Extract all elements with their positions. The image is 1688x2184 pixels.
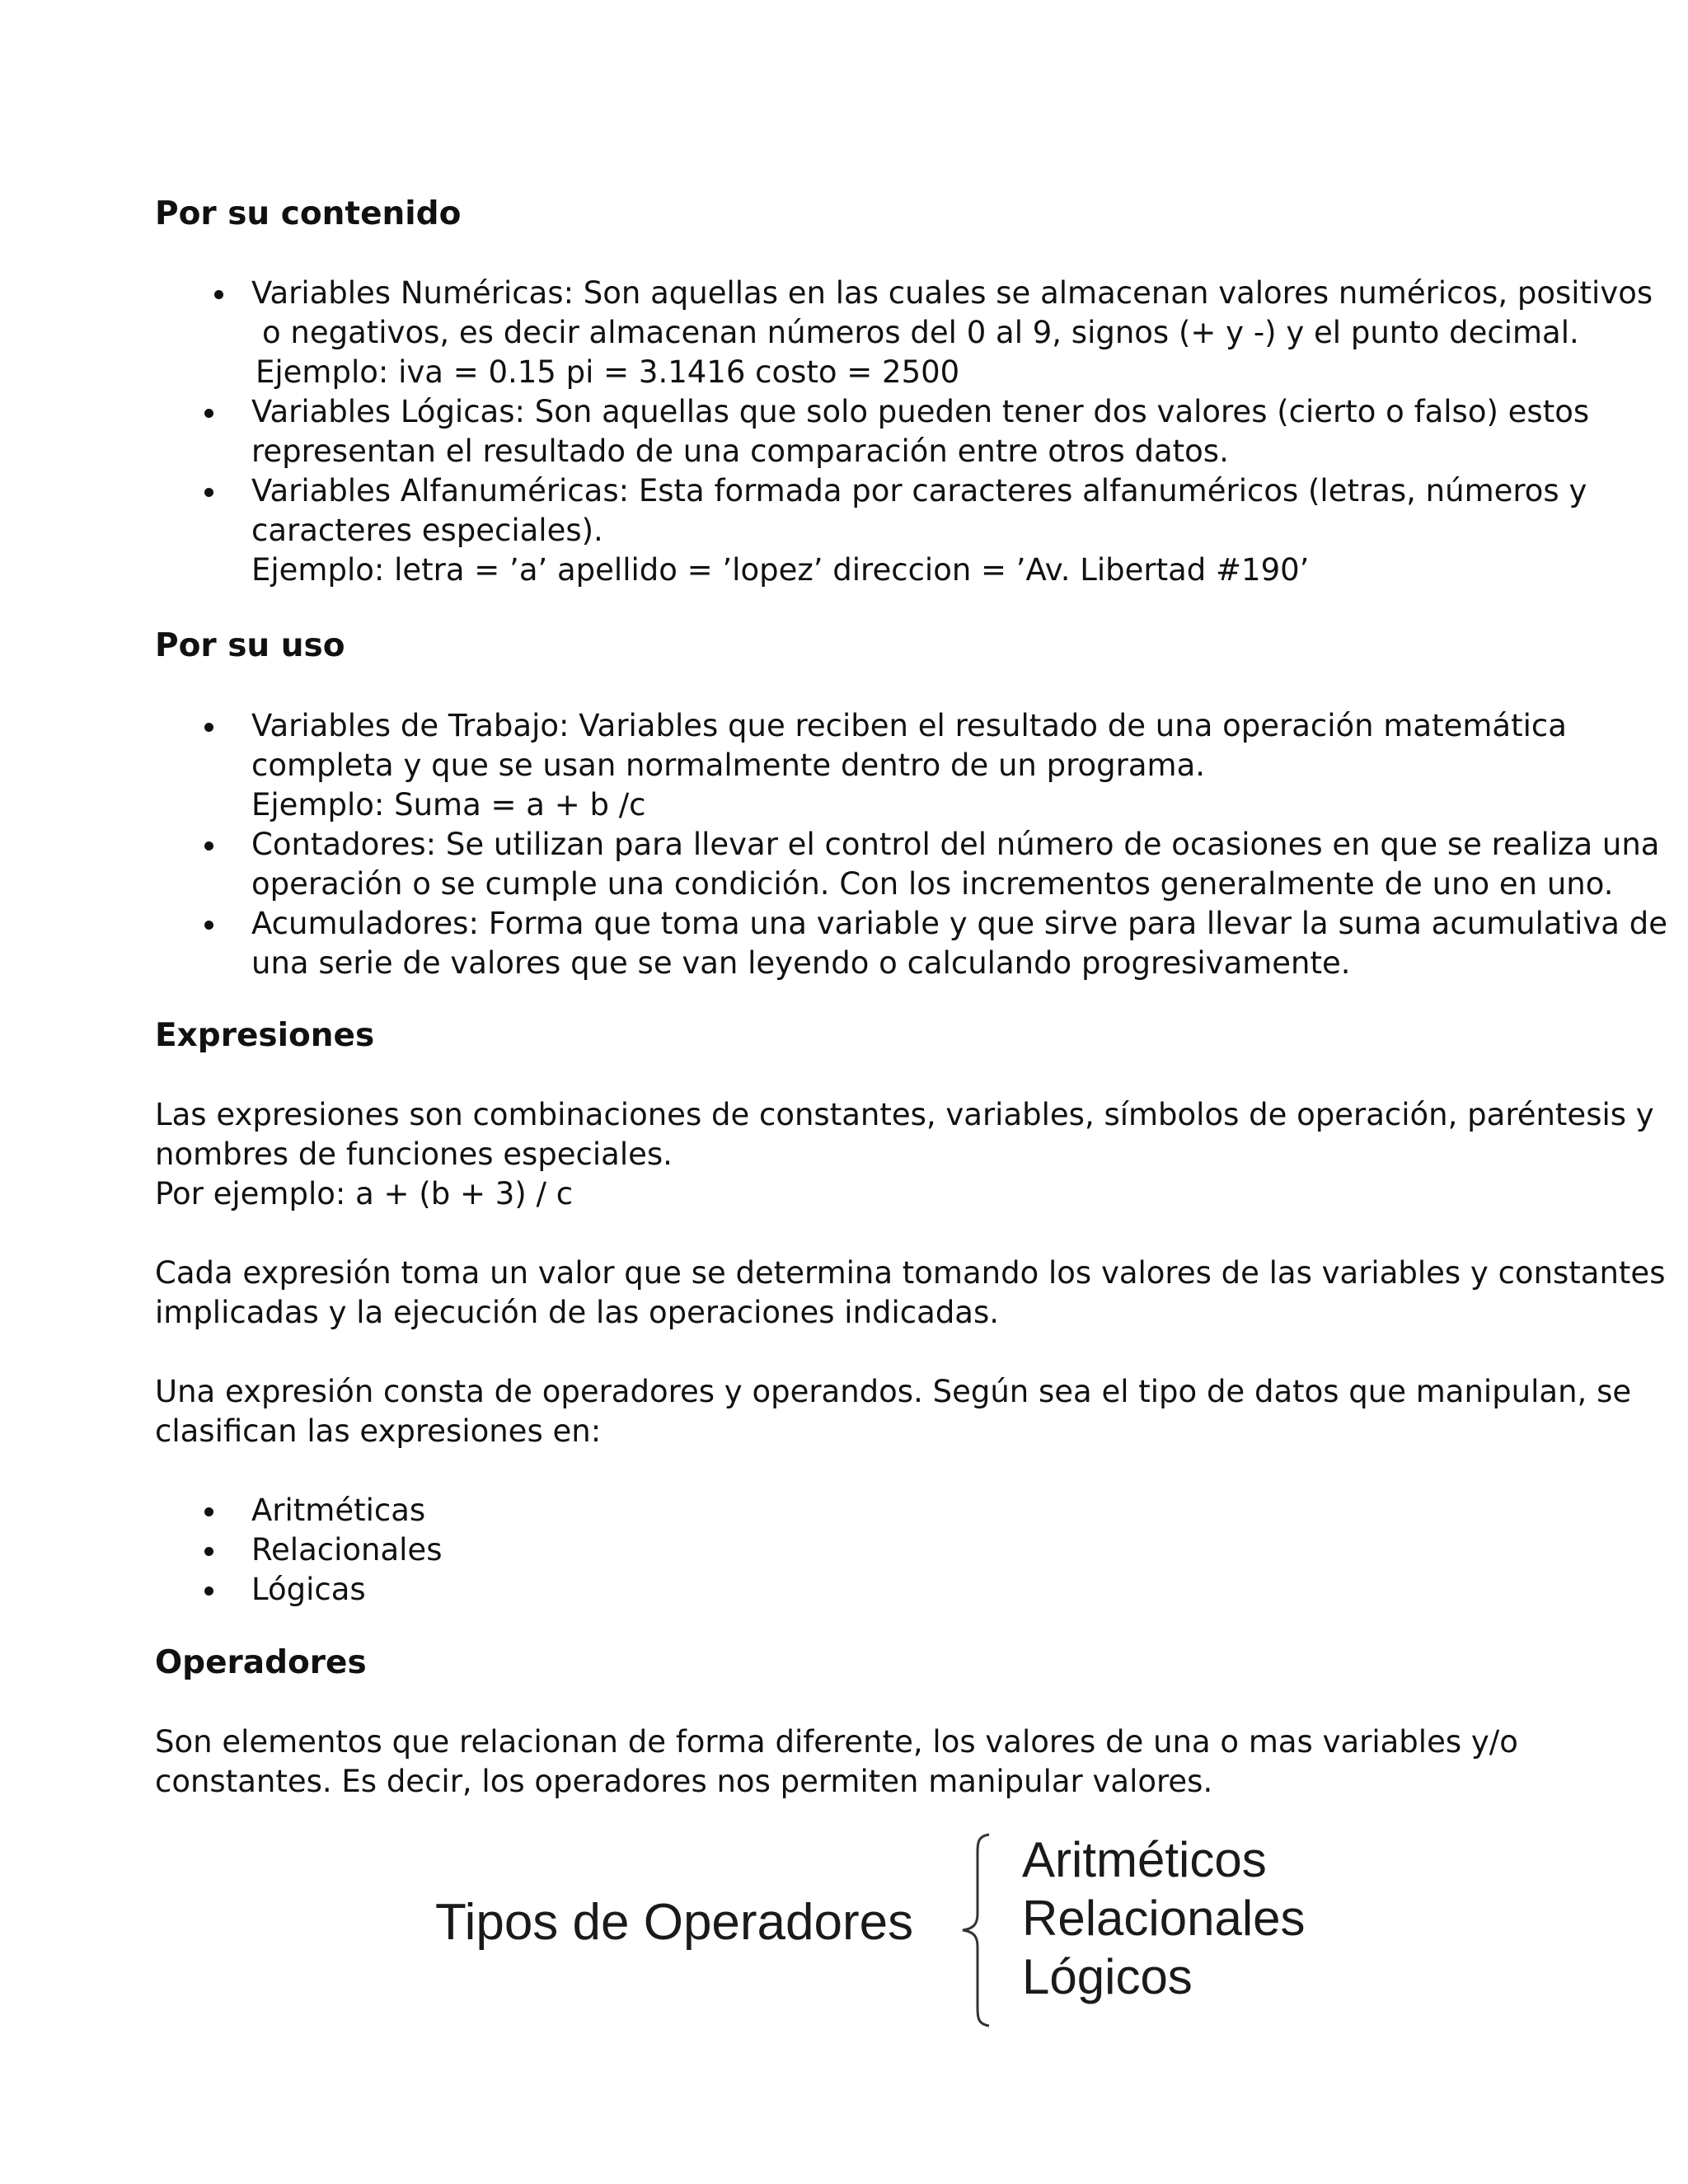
bullet [214, 290, 223, 299]
bullet [204, 841, 213, 851]
paragraph-line: nombres de funciones especiales. [155, 1137, 673, 1172]
list-item-line: caracteres especiales). [251, 513, 603, 548]
list-item: Relacionales [251, 1532, 443, 1568]
bullet [204, 723, 213, 732]
list-item-line: Variables Alfanuméricas: Esta formada por caracteres alfanuméricos (letras, números y [251, 473, 1587, 509]
list-item-line: operación o se cumple una condición. Con los incrementos generalmente de uno en uno. [251, 866, 1614, 902]
diagram-title: Tipos de Operadores [435, 1894, 914, 1951]
heading-por-su-contenido: Por su contenido [155, 195, 462, 232]
list-item: Aritméticas [251, 1493, 426, 1528]
example-line: Ejemplo: Suma = a + b /c [251, 787, 646, 823]
list-item-line: completa y que se usan normalmente dentro de un programa. [251, 748, 1206, 783]
paragraph-line: constantes. Es decir, los operadores nos permiten manipular valores. [155, 1764, 1213, 1799]
heading-operadores: Operadores [155, 1644, 367, 1681]
diagram-item: Relacionales [1022, 1891, 1306, 1946]
list-item-line: Contadores: Se utilizan para llevar el control del número de ocasiones en que se realiza una [251, 827, 1660, 862]
paragraph-line: implicadas y la ejecución de las operaciones indicadas. [155, 1295, 1000, 1330]
bullet [204, 488, 213, 497]
paragraph-line: Son elementos que relacionan de forma diferente, los valores de una o mas variables y/o [155, 1724, 1518, 1760]
paragraph-line: Por ejemplo: a + (b + 3) / c [155, 1176, 574, 1212]
bullet [204, 921, 213, 930]
diagram-item: Lógicos [1022, 1949, 1193, 2004]
bullet [204, 1507, 213, 1516]
list-item-line: Variables de Trabajo: Variables que reciben el resultado de una operación matemática [251, 708, 1567, 743]
list-item-line: una serie de valores que se van leyendo o calculando progresivamente. [251, 945, 1351, 981]
paragraph-line: clasifican las expresiones en: [155, 1413, 602, 1449]
bullet [204, 409, 213, 418]
list-item-line: Acumuladores: Forma que toma una variable y que sirve para llevar la suma acumulativa de [251, 906, 1667, 941]
heading-por-su-uso: Por su uso [155, 627, 345, 664]
list-item: Lógicas [251, 1572, 366, 1607]
bullet [204, 1586, 213, 1596]
example-line: Ejemplo: letra = ’a’ apellido = ’lopez’ direccion = ’Av. Libertad #190’ [251, 552, 1310, 588]
list-item-line: Variables Lógicas: Son aquellas que solo pueden tener dos valores (cierto o falso) estos [251, 394, 1590, 429]
list-item-line: representan el resultado de una comparación entre otros datos. [251, 434, 1229, 469]
paragraph-line: Las expresiones son combinaciones de constantes, variables, símbolos de operación, paréntesis y [155, 1097, 1654, 1132]
list-item-line: Variables Numéricas: Son aquellas en las cuales se almacenan valores numéricos, positivos [251, 275, 1653, 311]
list-item-line: o negativos, es decir almacenan números del 0 al 9, signos (+ y -) y el punto decimal. [262, 315, 1579, 350]
diagram-item: Aritméticos [1022, 1832, 1267, 1887]
paragraph-line: Cada expresión toma un valor que se determina tomando los valores de las variables y constantes [155, 1255, 1666, 1291]
example-line: Ejemplo: iva = 0.15 pi = 3.1416 costo = 2500 [256, 354, 960, 390]
bullet [204, 1547, 213, 1556]
curly-brace-icon [956, 1831, 997, 2029]
paragraph-line: Una expresión consta de operadores y operandos. Según sea el tipo de datos que manipulan, se [155, 1374, 1632, 1409]
heading-expresiones: Expresiones [155, 1017, 375, 1054]
